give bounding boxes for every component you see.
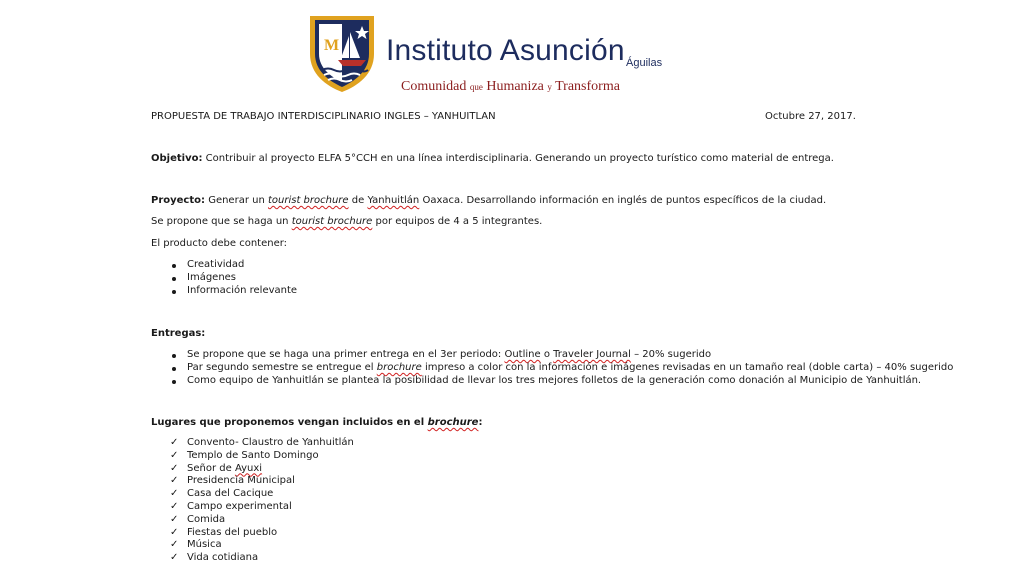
project-text-3: Oaxaca. Desarrollando información en inglés de puntos específicos de la ciudad. xyxy=(419,195,827,206)
institution-subtitle: Águilas xyxy=(626,57,663,69)
proposal-tourist-brochure: tourist brochure xyxy=(291,216,373,227)
institution-name: Instituto Asunción xyxy=(386,34,625,67)
objective-paragraph xyxy=(151,152,834,165)
check-icon: ✓ xyxy=(170,437,179,448)
places-list xyxy=(170,437,354,565)
motto-part-1: Comunidad xyxy=(401,79,467,94)
document-date: Octubre 27, 2017. xyxy=(765,111,856,122)
places-label: Lugares que proponemos vengan incluidos en el brochure: xyxy=(151,417,483,428)
check-icon: ✓ xyxy=(170,552,179,564)
motto-y: y xyxy=(547,82,552,92)
check-icon: ✓ xyxy=(170,462,179,474)
check-icon: ✓ xyxy=(170,488,179,500)
check-icon: ✓ xyxy=(170,500,179,512)
list-item: Imágenes xyxy=(170,272,297,285)
bullet-icon xyxy=(172,380,176,384)
crest-letter: M xyxy=(324,37,340,54)
motto-que: que xyxy=(469,82,483,92)
proposal-paragraph xyxy=(151,215,542,228)
list-item: ✓ Casa del Cacique xyxy=(170,488,274,500)
list-item: ✓ Música xyxy=(170,539,222,551)
project-text-1: Generar un xyxy=(205,195,268,206)
project-label: Proyecto: xyxy=(151,195,206,206)
product-list xyxy=(170,259,297,297)
motto-part-2: Humaniza xyxy=(486,79,544,94)
bullet-icon xyxy=(172,367,176,371)
deliveries-label: Entregas: xyxy=(151,328,206,339)
list-item: ✓ Fiestas del pueblo xyxy=(170,526,278,538)
list-item: Información relevante xyxy=(170,285,297,298)
check-icon: ✓ xyxy=(170,475,179,487)
deliveries-list xyxy=(170,349,953,387)
list-item: Se propone que se haga una primer entrega en el 3er periodo: Outline o Traveler Journal – 20% sugerido xyxy=(170,349,953,362)
check-icon: ✓ xyxy=(170,539,179,551)
project-paragraph xyxy=(151,194,826,207)
school-crest-logo xyxy=(306,12,378,94)
project-yanhuitlan: Yanhuitlán xyxy=(367,195,420,206)
project-tourist-brochure: tourist brochure xyxy=(267,195,349,206)
motto-part-3: Transforma xyxy=(555,79,620,94)
check-icon: ✓ xyxy=(170,449,179,461)
list-item: ✓ Presidencia Municipal xyxy=(170,475,295,487)
list-item: ✓ Convento- Claustro de Yanhuitlán xyxy=(170,437,354,448)
list-item: Creatividad xyxy=(170,259,297,272)
list-item: ✓ Comida xyxy=(170,513,226,525)
check-icon: ✓ xyxy=(170,526,179,538)
list-item: ✓ Vida cotidiana xyxy=(170,552,259,564)
list-item: ✓ Señor de Ayuxi xyxy=(170,462,263,474)
proposal-text-1: Se propone que se haga un xyxy=(151,216,292,227)
bullet-icon xyxy=(172,354,176,358)
check-icon: ✓ xyxy=(170,513,179,525)
bullet-icon xyxy=(172,264,176,268)
list-item: Par segundo semestre se entregue el brochure impreso a color con la información e imágenes revisadas en un tamaño real (doble carta) – 40% sugerido xyxy=(170,362,953,375)
project-text-2: de xyxy=(348,195,368,206)
product-intro: El producto debe contener: xyxy=(151,238,288,249)
document-heading: PROPUESTA DE TRABAJO INTERDISCIPLINARIO INGLES – YANHUITLAN xyxy=(151,111,496,122)
bullet-icon xyxy=(172,290,176,294)
list-item: ✓ Campo experimental xyxy=(170,500,292,512)
proposal-text-2: por equipos de 4 a 5 integrantes. xyxy=(372,216,543,227)
list-item: ✓ Templo de Santo Domingo xyxy=(170,449,319,461)
bullet-icon xyxy=(172,277,176,281)
list-item: Como equipo de Yanhuitlán se plantea la posibilidad de llevar los tres mejores folletos de la generación como donación al Municipio de Yanhuitlán. xyxy=(170,375,953,388)
institution-motto xyxy=(401,79,620,95)
objective-label: Objetivo: xyxy=(151,153,203,164)
objective-text: Contribuir al proyecto ELFA 5°CCH en una línea interdisciplinaria. Generando un proyecto turístico como material de entrega. xyxy=(202,153,834,164)
